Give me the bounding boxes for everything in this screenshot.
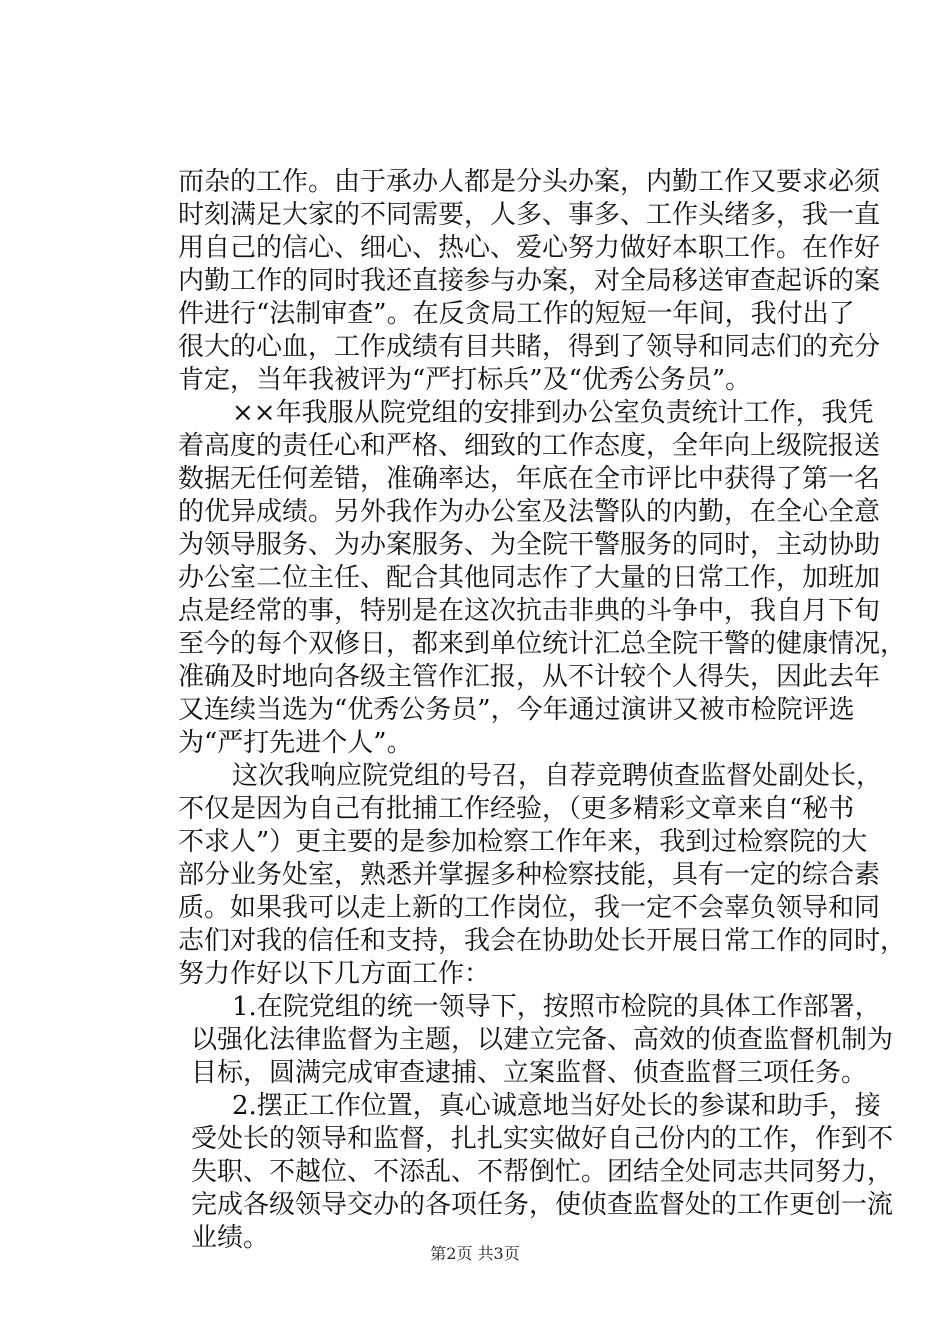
text-line: 着高度的责任心和严格、细致的工作态度，全年向上级院报送 xyxy=(178,431,881,461)
text-line: 件进行“法制审查”。在反贪局工作的短短一年间，我付出了 xyxy=(178,299,855,329)
list-item-1 xyxy=(178,991,894,1090)
text-line: 数据无任何差错，准确率达，年底在全市评比中获得了第一名 xyxy=(178,464,881,494)
text-line: 内勤工作的同时我还直接参与办案，对全局移送审查起诉的案 xyxy=(178,266,881,296)
text-line: 不求人”）更主要的是参加检察工作年来，我到过检察院的大 xyxy=(178,827,868,857)
text-line: 办公室二位主任、配合其他同志作了大量的日常工作，加班加 xyxy=(178,563,881,593)
text-line: 不仅是因为自己有批捕工作经验，（更多精彩文章来自“秘书 xyxy=(178,794,855,824)
text-line: 完成各级领导交办的各项任务，使侦查监督处的工作更创一流 xyxy=(191,1190,894,1220)
paragraph-3 xyxy=(178,760,907,991)
text-line: 点是经常的事，特别是在这次抗击非典的斗争中，我自月下旬 xyxy=(178,596,881,626)
text-line: 为领导服务、为办案服务、为全院干警服务的同时，主动协助 xyxy=(178,530,881,560)
text-line: 质。如果我可以走上新的工作岗位，我一定不会辜负领导和同 xyxy=(178,893,881,923)
text-line: 目标，圆满完成审查逮捕、立案监督、侦查监督三项任务。 xyxy=(191,1058,868,1088)
text-line: ××年我服从院党组的安排到办公室负责统计工作，我凭 xyxy=(232,398,874,428)
text-line: 为“严打先进个人”。 xyxy=(178,728,413,758)
text-line: 的优异成绩。另外我作为办公室及法警队的内勤，在全心全意 xyxy=(178,497,881,527)
paragraph-2 xyxy=(178,397,907,760)
paragraph-1 xyxy=(178,166,881,397)
text-line: 志们对我的信任和支持，我会在协助处长开展日常工作的同时， xyxy=(178,926,907,956)
text-line: 很大的心血，工作成绩有目共睹，得到了领导和同志们的充分 xyxy=(178,332,881,362)
text-line: 以强化法律监督为主题，以建立完备、高效的侦查监督机制为 xyxy=(191,1025,894,1055)
document-body xyxy=(178,166,907,1255)
text-line: 时刻满足大家的不同需要，人多、事多、工作头绪多，我一直 xyxy=(178,200,881,230)
list-item-2 xyxy=(178,1090,894,1255)
text-line: 肯定，当年我被评为“严打标兵”及“优秀公务员”。 xyxy=(178,365,752,395)
text-line: 部分业务处室，熟悉并掌握多种检察技能，具有一定的综合素 xyxy=(178,860,881,890)
text-line: 努力作好以下几方面工作： xyxy=(178,959,491,989)
text-line: 而杂的工作。由于承办人都是分头办案，内勤工作又要求必须 xyxy=(178,167,881,197)
page-number-footer: 第2页 共3页 xyxy=(430,1244,520,1263)
text-line: 准确及时地向各级主管作汇报，从不计较个人得失，因此去年 xyxy=(178,662,881,692)
text-line: 失职、不越位、不添乱、不帮倒忙。团结全处同志共同努力， xyxy=(191,1157,894,1187)
text-line: 业绩。 xyxy=(191,1223,270,1253)
text-line: 至今的每个双修日，都来到单位统计汇总全院干警的健康情况， xyxy=(178,629,907,659)
text-line: 用自己的信心、细心、热心、爱心努力做好本职工作。在作好 xyxy=(178,233,881,263)
text-line: 1.在院党组的统一领导下，按照市检院的具体工作部署， xyxy=(232,992,881,1022)
text-line: 受处长的领导和监督，扎扎实实做好自己份内的工作，作到不 xyxy=(191,1124,894,1154)
text-line: 又连续当选为“优秀公务员”，今年通过演讲又被市检院评选 xyxy=(178,695,855,725)
text-line: 这次我响应院党组的号召，自荐竞聘侦查监督处副处长， xyxy=(232,761,883,791)
text-line: 2.摆正工作位置，真心诚意地当好处长的参谋和助手，接 xyxy=(232,1091,881,1121)
